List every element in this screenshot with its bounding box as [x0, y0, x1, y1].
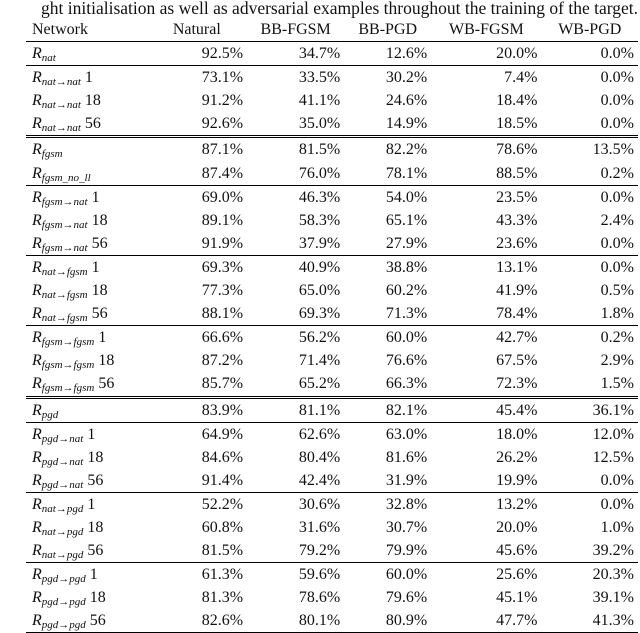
- network-subscript: pgd→pgd: [41, 596, 86, 609]
- cell-bb-pgd: 66.3%: [385, 375, 428, 393]
- cell-wb-fgsm: 23.6%: [496, 234, 538, 252]
- cell-bb-pgd: 79.6%: [385, 589, 428, 607]
- network-cell: [26, 66, 147, 90]
- cell-wb-fgsm: 13.1%: [431, 255, 541, 279]
- network-cell: [26, 586, 147, 609]
- network-subscript: nat→nat: [41, 122, 81, 135]
- cell-wb-pgd: 1.5%: [600, 375, 634, 393]
- network-symbol: R: [32, 92, 42, 110]
- cell-bb-fgsm: 65.0%: [298, 282, 341, 300]
- network-subscript: pgd→nat: [41, 432, 84, 445]
- cell-wb-fgsm: 18.4%: [496, 92, 538, 110]
- network-cell: [26, 279, 147, 302]
- table-row: [26, 255, 638, 279]
- network-subscript: fgsm→nat: [41, 195, 88, 208]
- network-cell: [26, 492, 147, 516]
- network-subscript: fgsm→nat: [41, 218, 88, 231]
- cell-bb-fgsm: 78.6%: [298, 589, 341, 607]
- epoch-label: 18: [87, 518, 104, 536]
- cell-wb-pgd: 0.5%: [600, 282, 634, 300]
- cell-wb-fgsm: 72.3%: [496, 375, 538, 393]
- epoch-label: 1: [89, 566, 98, 584]
- cell-bb-pgd: 82.2%: [344, 137, 431, 162]
- network-symbol: R: [32, 471, 42, 489]
- cell-wb-pgd: 0.0%: [541, 255, 638, 279]
- network-subscript: fgsm_no_ll: [41, 171, 91, 184]
- cell-wb-pgd: 12.0%: [541, 422, 638, 446]
- network-subscript: nat→fgsm: [41, 289, 88, 302]
- table-row: [26, 516, 638, 539]
- cell-wb-fgsm: 19.9%: [496, 471, 538, 489]
- network-symbol: R: [32, 188, 42, 206]
- cell-bb-pgd: 27.9%: [385, 234, 428, 252]
- network-cell: [26, 185, 147, 209]
- network-symbol: R: [32, 141, 42, 159]
- cell-bb-fgsm: 37.9%: [298, 234, 341, 252]
- cell-wb-pgd: 0.0%: [600, 471, 634, 489]
- table-row: [26, 422, 638, 446]
- network-subscript: fgsm→fgsm: [41, 382, 95, 395]
- network-cell: [26, 563, 147, 587]
- cell-bb-pgd: 31.9%: [385, 471, 428, 489]
- cell-wb-fgsm: 23.5%: [431, 185, 541, 209]
- table-row: [26, 586, 638, 609]
- table-row: [26, 162, 638, 186]
- cell-bb-pgd: 60.0%: [344, 326, 431, 350]
- epoch-label: 56: [87, 471, 104, 489]
- network-symbol: R: [32, 425, 42, 443]
- network-subscript: fgsm→nat: [41, 241, 88, 254]
- cell-bb-fgsm: 71.4%: [298, 352, 341, 370]
- network-cell: [26, 372, 147, 397]
- table-row: [26, 349, 638, 372]
- cell-natural: 69.0%: [147, 185, 247, 209]
- network-symbol: R: [32, 282, 42, 300]
- cell-wb-fgsm: 18.0%: [431, 422, 541, 446]
- cell-bb-pgd: 30.7%: [385, 518, 428, 536]
- caption-text: ght initialisation as well as adversarial examples throughout the training of the target.: [41, 0, 638, 18]
- network-cell: [26, 255, 147, 279]
- cell-wb-fgsm: 78.4%: [496, 305, 538, 323]
- cell-wb-fgsm: 47.7%: [431, 609, 541, 633]
- table-row: [26, 302, 638, 326]
- epoch-label: 1: [84, 69, 93, 87]
- network-subscript: nat→nat: [41, 99, 81, 112]
- cell-bb-pgd: 82.1%: [344, 397, 431, 422]
- cell-wb-pgd: 39.2%: [592, 542, 634, 560]
- cell-wb-pgd: 0.0%: [600, 234, 634, 252]
- cell-bb-fgsm: 62.6%: [247, 422, 344, 446]
- epoch-label: 18: [89, 589, 106, 607]
- network-symbol: R: [32, 566, 42, 584]
- cell-natural: 87.2%: [201, 352, 244, 370]
- network-cell: [26, 326, 147, 350]
- network-symbol: R: [32, 518, 42, 536]
- network-subscript: pgd→nat: [41, 455, 84, 468]
- table-row: [26, 42, 638, 66]
- network-symbol: R: [32, 45, 42, 63]
- cell-bb-fgsm: 35.0%: [298, 115, 341, 133]
- cell-wb-pgd: 0.2%: [600, 164, 634, 182]
- epoch-label: 56: [98, 375, 115, 393]
- network-symbol: R: [32, 495, 42, 513]
- network-symbol: R: [32, 352, 42, 370]
- cell-bb-pgd: 24.6%: [385, 92, 428, 110]
- epoch-label: 18: [91, 282, 108, 300]
- cell-natural: 85.7%: [201, 375, 244, 393]
- network-symbol: R: [32, 329, 42, 347]
- cell-natural: 83.9%: [147, 397, 247, 422]
- network-subscript: nat→fgsm: [41, 312, 88, 325]
- cell-natural: 91.2%: [201, 92, 244, 110]
- header-network: Network: [26, 18, 147, 42]
- network-symbol: R: [32, 69, 42, 87]
- cell-natural: 77.3%: [201, 282, 244, 300]
- cell-wb-pgd: 0.0%: [541, 42, 638, 66]
- table-row: [26, 539, 638, 563]
- cell-wb-fgsm: 88.5%: [496, 164, 538, 182]
- network-symbol: R: [32, 305, 42, 323]
- network-subscript: nat→pgd: [41, 502, 84, 515]
- network-cell: [26, 162, 147, 186]
- cell-wb-pgd: 36.1%: [541, 397, 638, 422]
- cell-bb-pgd: 76.6%: [385, 352, 428, 370]
- cell-bb-fgsm: 40.9%: [247, 255, 344, 279]
- network-cell: [26, 137, 147, 162]
- cell-bb-fgsm: 79.2%: [298, 542, 341, 560]
- cell-natural: 66.6%: [147, 326, 247, 350]
- cell-natural: 81.3%: [201, 589, 244, 607]
- network-subscript: nat→nat: [41, 76, 81, 89]
- network-cell: [26, 302, 147, 326]
- cell-natural: 64.9%: [147, 422, 247, 446]
- cell-bb-pgd: 30.2%: [344, 66, 431, 90]
- cell-wb-pgd: 1.0%: [600, 518, 634, 536]
- cell-wb-fgsm: 18.5%: [496, 115, 538, 133]
- network-symbol: R: [32, 612, 42, 630]
- cell-bb-fgsm: 46.3%: [247, 185, 344, 209]
- epoch-label: 56: [87, 542, 104, 560]
- network-subscript: nat→fgsm: [41, 265, 88, 278]
- cell-bb-fgsm: 33.5%: [247, 66, 344, 90]
- cell-wb-fgsm: 45.6%: [496, 542, 538, 560]
- cell-wb-fgsm: 20.0%: [496, 518, 538, 536]
- network-cell: [26, 232, 147, 256]
- cell-bb-fgsm: 31.6%: [298, 518, 341, 536]
- network-subscript: pgd→pgd: [41, 619, 86, 632]
- epoch-label: 1: [98, 329, 107, 347]
- header-row: [26, 18, 638, 42]
- cell-bb-fgsm: 76.0%: [298, 164, 341, 182]
- cell-bb-pgd: 79.9%: [385, 542, 428, 560]
- network-cell: [26, 42, 147, 66]
- cell-bb-pgd: 81.6%: [385, 448, 428, 466]
- network-symbol: R: [32, 401, 42, 419]
- cell-wb-pgd: 1.8%: [600, 305, 634, 323]
- cell-natural: 73.1%: [147, 66, 247, 90]
- cell-bb-fgsm: 56.2%: [247, 326, 344, 350]
- network-cell: [26, 112, 147, 137]
- cell-natural: 82.6%: [147, 609, 247, 633]
- network-cell: [26, 209, 147, 232]
- cell-wb-fgsm: 25.6%: [431, 563, 541, 587]
- epoch-label: 18: [91, 211, 108, 229]
- cell-bb-fgsm: 69.3%: [298, 305, 341, 323]
- header-natural: Natural: [147, 18, 247, 42]
- table-row: [26, 232, 638, 256]
- cell-wb-pgd: 0.0%: [541, 185, 638, 209]
- cell-bb-fgsm: 65.2%: [298, 375, 341, 393]
- network-cell: [26, 349, 147, 372]
- cell-bb-fgsm: 30.6%: [247, 492, 344, 516]
- cell-wb-pgd: 2.4%: [600, 211, 634, 229]
- epoch-label: 56: [91, 305, 108, 323]
- table-row: [26, 112, 638, 137]
- table-row: [26, 66, 638, 90]
- cell-bb-pgd: 14.9%: [385, 115, 428, 133]
- cell-natural: 92.5%: [147, 42, 247, 66]
- cell-natural: 52.2%: [147, 492, 247, 516]
- cell-wb-pgd: 0.0%: [541, 492, 638, 516]
- network-subscript: pgd→pgd: [41, 573, 86, 586]
- cell-bb-pgd: 80.9%: [344, 609, 431, 633]
- cell-bb-pgd: 63.0%: [344, 422, 431, 446]
- cell-bb-fgsm: 59.6%: [247, 563, 344, 587]
- cell-bb-pgd: 60.0%: [344, 563, 431, 587]
- network-cell: [26, 516, 147, 539]
- cell-wb-fgsm: 41.9%: [496, 282, 538, 300]
- cell-wb-pgd: 12.5%: [592, 448, 634, 466]
- cell-bb-fgsm: 80.4%: [298, 448, 341, 466]
- cell-wb-pgd: 0.0%: [600, 92, 634, 110]
- table-row: [26, 185, 638, 209]
- network-cell: [26, 422, 147, 446]
- table-row: [26, 137, 638, 162]
- epoch-label: 1: [91, 188, 100, 206]
- cell-natural: 91.9%: [201, 234, 244, 252]
- cell-wb-fgsm: 45.1%: [496, 589, 538, 607]
- network-symbol: R: [32, 542, 42, 560]
- table-row: [26, 89, 638, 112]
- network-cell: [26, 539, 147, 563]
- cell-natural: 87.1%: [147, 137, 247, 162]
- cell-bb-pgd: 32.8%: [344, 492, 431, 516]
- network-symbol: R: [32, 115, 42, 133]
- cell-natural: 84.6%: [201, 448, 244, 466]
- network-subscript: pgd→nat: [41, 478, 84, 491]
- table-row: [26, 209, 638, 232]
- cell-bb-pgd: 54.0%: [344, 185, 431, 209]
- table-row: [26, 397, 638, 422]
- cell-wb-fgsm: 78.6%: [431, 137, 541, 162]
- epoch-label: 56: [84, 115, 101, 133]
- network-symbol: R: [32, 258, 42, 276]
- cell-bb-fgsm: 34.7%: [247, 42, 344, 66]
- cell-bb-fgsm: 58.3%: [298, 211, 341, 229]
- cell-wb-pgd: 20.3%: [541, 563, 638, 587]
- table-row: [26, 446, 638, 469]
- network-symbol: R: [32, 375, 42, 393]
- header-bb-fgsm: BB-FGSM: [247, 18, 344, 42]
- cell-bb-pgd: 38.8%: [344, 255, 431, 279]
- cell-natural: 92.6%: [201, 115, 244, 133]
- cell-natural: 60.8%: [201, 518, 244, 536]
- cell-bb-pgd: 71.3%: [385, 305, 428, 323]
- network-cell: [26, 609, 147, 633]
- cell-wb-pgd: 2.9%: [600, 352, 634, 370]
- cell-wb-pgd: 41.3%: [541, 609, 638, 633]
- cell-natural: 81.5%: [201, 542, 244, 560]
- cell-bb-pgd: 60.2%: [385, 282, 428, 300]
- network-subscript: nat: [41, 52, 56, 65]
- network-cell: [26, 446, 147, 469]
- header-wb-fgsm: WB-FGSM: [431, 18, 541, 42]
- cell-wb-fgsm: 13.2%: [431, 492, 541, 516]
- cell-wb-fgsm: 7.4%: [431, 66, 541, 90]
- cell-bb-fgsm: 80.1%: [247, 609, 344, 633]
- cell-natural: 87.4%: [201, 164, 244, 182]
- cell-wb-fgsm: 42.7%: [431, 326, 541, 350]
- network-subscript: fgsm→fgsm: [41, 336, 95, 349]
- header-wb-pgd: WB-PGD: [541, 18, 638, 42]
- table-row: [26, 326, 638, 350]
- cell-wb-fgsm: 43.3%: [496, 211, 538, 229]
- network-symbol: R: [32, 589, 42, 607]
- network-cell: [26, 469, 147, 493]
- cell-wb-pgd: 39.1%: [592, 589, 634, 607]
- cell-wb-pgd: 0.2%: [541, 326, 638, 350]
- network-symbol: R: [32, 448, 42, 466]
- cell-wb-pgd: 13.5%: [541, 137, 638, 162]
- epoch-label: 56: [89, 612, 106, 630]
- epoch-label: 1: [91, 258, 100, 276]
- results-table: [26, 18, 638, 633]
- network-subscript: pgd: [41, 408, 59, 421]
- table-row: [26, 469, 638, 493]
- cell-wb-fgsm: 20.0%: [431, 42, 541, 66]
- network-cell: [26, 89, 147, 112]
- table-row: [26, 372, 638, 397]
- epoch-label: 18: [87, 448, 104, 466]
- network-symbol: R: [32, 234, 42, 252]
- cell-natural: 91.4%: [201, 471, 244, 489]
- table-row: [26, 279, 638, 302]
- cell-natural: 89.1%: [201, 211, 244, 229]
- network-subscript: nat→pgd: [41, 549, 84, 562]
- epoch-label: 18: [84, 92, 101, 110]
- cell-bb-fgsm: 42.4%: [298, 471, 341, 489]
- network-subscript: fgsm→fgsm: [41, 359, 95, 372]
- cell-natural: 61.3%: [147, 563, 247, 587]
- cell-bb-pgd: 78.1%: [385, 164, 428, 182]
- table-body: [26, 42, 638, 633]
- epoch-label: 56: [91, 234, 108, 252]
- cell-bb-fgsm: 41.1%: [298, 92, 341, 110]
- cell-wb-fgsm: 26.2%: [496, 448, 538, 466]
- cell-wb-fgsm: 45.4%: [431, 397, 541, 422]
- cell-bb-fgsm: 81.1%: [247, 397, 344, 422]
- cell-bb-pgd: 12.6%: [344, 42, 431, 66]
- table-row: [26, 563, 638, 587]
- network-symbol: R: [32, 164, 42, 182]
- table-row: [26, 609, 638, 633]
- header-bb-pgd: BB-PGD: [344, 18, 431, 42]
- cell-wb-pgd: 0.0%: [600, 115, 634, 133]
- epoch-label: 1: [87, 425, 96, 443]
- network-symbol: R: [32, 211, 42, 229]
- network-subscript: nat→pgd: [41, 525, 84, 538]
- cell-wb-pgd: 0.0%: [541, 66, 638, 90]
- table-row: [26, 492, 638, 516]
- network-cell: [26, 397, 147, 422]
- cell-bb-pgd: 65.1%: [385, 211, 428, 229]
- cell-bb-fgsm: 81.5%: [247, 137, 344, 162]
- epoch-label: 18: [98, 352, 115, 370]
- cell-wb-fgsm: 67.5%: [496, 352, 538, 370]
- cell-natural: 88.1%: [201, 305, 244, 323]
- cell-natural: 69.3%: [147, 255, 247, 279]
- epoch-label: 1: [87, 495, 96, 513]
- network-subscript: fgsm: [41, 148, 63, 161]
